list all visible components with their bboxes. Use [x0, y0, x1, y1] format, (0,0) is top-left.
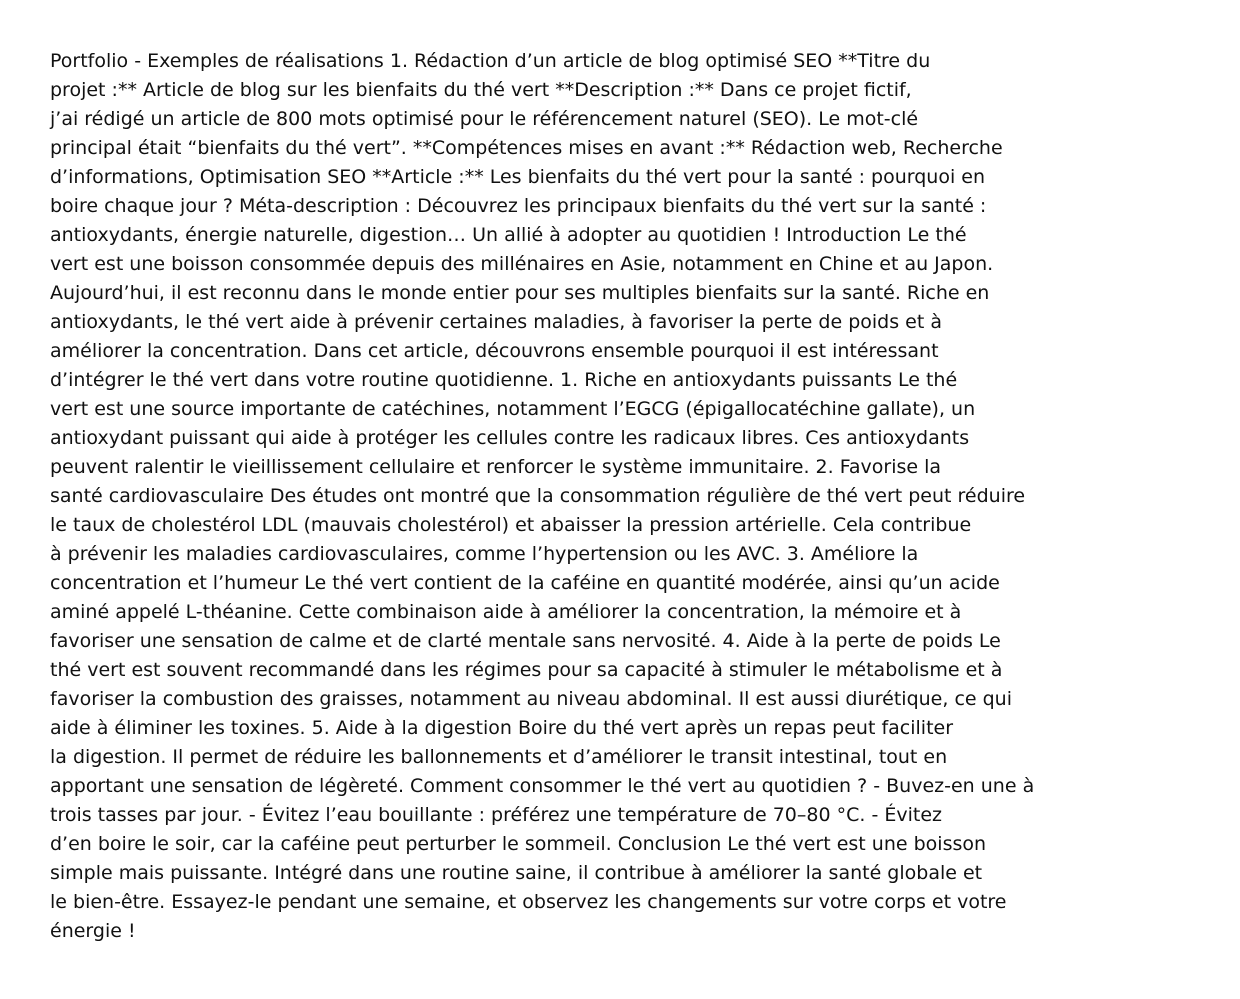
- text-line: antioxydant puissant qui aide à protéger les cellules contre les radicaux libres. Ces antioxydants: [50, 427, 970, 449]
- text-line: concentration et l’humeur Le thé vert contient de la caféine en quantité modérée, ainsi qu’un acide: [50, 572, 1000, 594]
- text-line: améliorer la concentration. Dans cet article, découvrons ensemble pourquoi il est intéressant: [50, 340, 939, 362]
- text-line: projet :** Article de blog sur les bienfaits du thé vert **Description :** Dans ce projet fictif,: [50, 79, 912, 101]
- text-line: antioxydants, le thé vert aide à prévenir certaines maladies, à favoriser la perte de poids et à: [50, 311, 942, 333]
- text-line: favoriser une sensation de calme et de clarté mentale sans nervosité. 4. Aide à la perte de poids Le: [50, 630, 1001, 652]
- text-line: favoriser la combustion des graisses, notamment au niveau abdominal. Il est aussi diurétique, ce qui: [50, 688, 1012, 710]
- text-line: aide à éliminer les toxines. 5. Aide à la digestion Boire du thé vert après un repas peut faciliter: [50, 717, 954, 739]
- text-line: le bien-être. Essayez-le pendant une semaine, et observez les changements sur votre corps et votre: [50, 891, 1007, 913]
- text-line: trois tasses par jour. - Évitez l’eau bouillante : préférez une température de 70–80 °C. - Évitez: [50, 804, 942, 826]
- text-line: d’informations, Optimisation SEO **Article :** Les bienfaits du thé vert pour la santé : pourquoi en: [50, 166, 986, 188]
- text-line: Aujourd’hui, il est reconnu dans le monde entier pour ses multiples bienfaits sur la santé. Riche en: [50, 282, 990, 304]
- text-line: vert est une boisson consommée depuis des millénaires en Asie, notamment en Chine et au Japon.: [50, 253, 994, 275]
- text-line: thé vert est souvent recommandé dans les régimes pour sa capacité à stimuler le métabolisme et à: [50, 659, 1003, 681]
- text-line: Portfolio - Exemples de réalisations 1. Rédaction d’un article de blog optimisé SEO **Titre du: [50, 50, 931, 72]
- text-line: simple mais puissante. Intégré dans une routine saine, il contribue à améliorer la santé globale et: [50, 862, 983, 884]
- text-line: la digestion. Il permet de réduire les ballonnements et d’améliorer le transit intestinal, tout en: [50, 746, 948, 768]
- text-line: le taux de cholestérol LDL (mauvais cholestérol) et abaisser la pression artérielle. Cela contribue: [50, 514, 972, 536]
- text-line: principal était “bienfaits du thé vert”. **Compétences mises en avant :** Rédaction web, Recherche: [50, 137, 1003, 159]
- text-line: énergie !: [50, 920, 136, 942]
- text-line: d’intégrer le thé vert dans votre routine quotidienne. 1. Riche en antioxydants puissants Le thé: [50, 369, 958, 391]
- document-body: [50, 47, 1200, 946]
- text-line: à prévenir les maladies cardiovasculaires, comme l’hypertension ou les AVC. 3. Améliore la: [50, 543, 919, 565]
- text-line: aminé appelé L-théanine. Cette combinaison aide à améliorer la concentration, la mémoire et à: [50, 601, 962, 623]
- text-line: d’en boire le soir, car la caféine peut perturber le sommeil. Conclusion Le thé vert est une boisson: [50, 833, 987, 855]
- text-line: j’ai rédigé un article de 800 mots optimisé pour le référencement naturel (SEO). Le mot-clé: [50, 108, 919, 130]
- text-line: antioxydants, énergie naturelle, digestion… Un allié à adopter au quotidien ! Introduction Le thé: [50, 224, 967, 246]
- text-line: peuvent ralentir le vieillissement cellulaire et renforcer le système immunitaire. 2. Favorise la: [50, 456, 942, 478]
- text-line: apportant une sensation de légèreté. Comment consommer le thé vert au quotidien ? - Buvez-en une à: [50, 775, 1035, 797]
- text-line: santé cardiovasculaire Des études ont montré que la consommation régulière de thé vert peut réduire: [50, 485, 1026, 507]
- text-line: boire chaque jour ? Méta-description : Découvrez les principaux bienfaits du thé vert sur la santé :: [50, 195, 987, 217]
- text-line: vert est une source importante de catéchines, notamment l’EGCG (épigallocatéchine gallate), un: [50, 398, 976, 420]
